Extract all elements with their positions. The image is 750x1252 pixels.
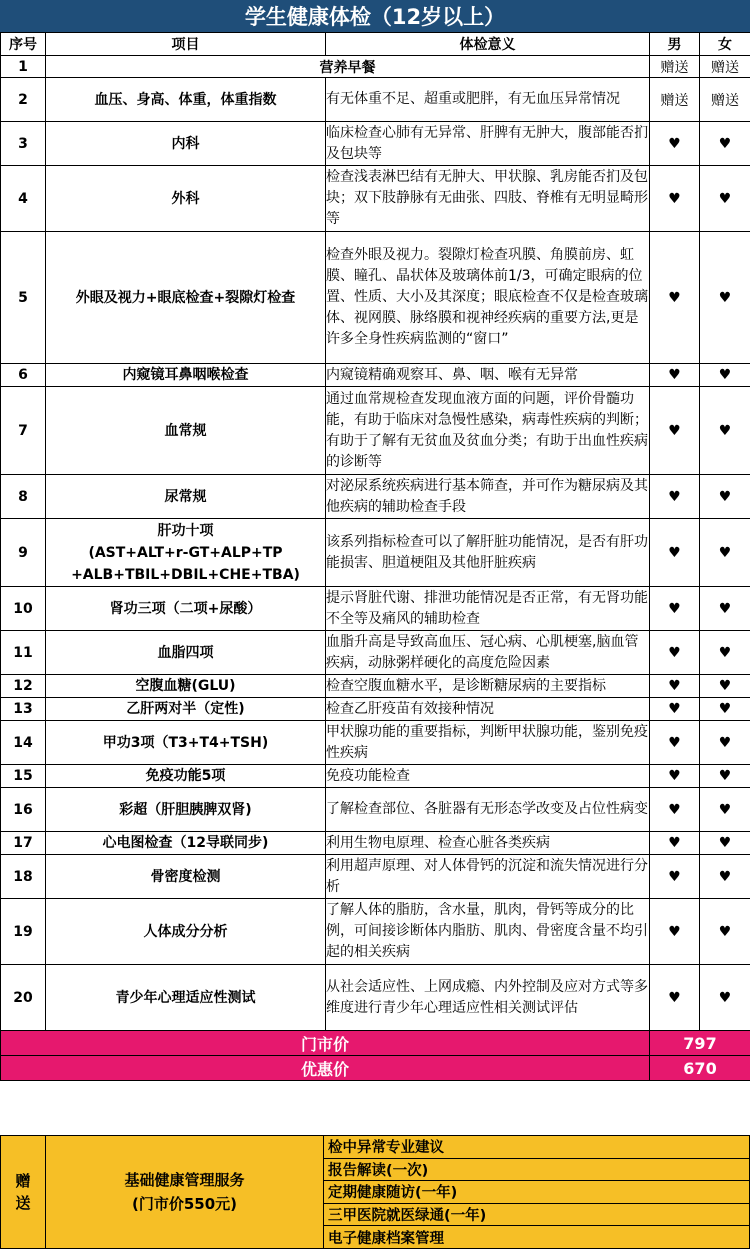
table-row: [1, 765, 750, 788]
row-num: 15: [1, 765, 46, 788]
row-num: 19: [1, 899, 46, 965]
list-item: 三甲医院就医绿通(一年): [324, 1204, 749, 1227]
list-item: 定期健康随访(一年): [324, 1181, 749, 1204]
table-row: [1, 587, 750, 631]
row-item: 血脂四项: [46, 631, 326, 675]
row-num: 7: [1, 387, 46, 475]
table-row: [1, 899, 750, 965]
table-header-row: [1, 33, 750, 56]
gift-tag-label: 赠送: [15, 1172, 31, 1212]
table-row: [1, 364, 750, 387]
row-item: 外科: [46, 166, 326, 232]
heart-icon: ♥: [650, 519, 700, 587]
table-row: [1, 122, 750, 166]
row-num: 9: [1, 519, 46, 587]
row-desc: 了解检查部位、各脏器有无形态学改变及占位性病变: [326, 788, 650, 832]
row-desc: 检查外眼及视力。裂隙灯检查巩膜、角膜前房、虹膜、瞳孔、晶状体及玻璃体前1/3，可确定眼病的位置、性质、大小及其深度；眼底检查不仅是检查玻璃体、视网膜、脉络膜和视神经疾病的重要方法,更是许多全身性疾病监测的“窗口”: [326, 232, 650, 364]
row-desc: 该系列指标检查可以了解肝脏功能情况，是否有肝功能损害、胆道梗阻及其他肝脏疾病: [326, 519, 650, 587]
header-female: 女: [700, 33, 750, 56]
discount-price-label: 优惠价: [1, 1056, 650, 1081]
row-female: 赠送: [700, 78, 750, 122]
heart-icon: ♥: [650, 122, 700, 166]
heart-icon: ♥: [650, 765, 700, 788]
row-item: 肾功三项（二项+尿酸）: [46, 587, 326, 631]
table-row: [1, 855, 750, 899]
heart-icon: ♥: [700, 675, 750, 698]
row-num: 16: [1, 788, 46, 832]
retail-price-row: [1, 1031, 750, 1056]
table-row: [1, 78, 750, 122]
row-desc: 检查乙肝疫苗有效接种情况: [326, 698, 650, 721]
heart-icon: ♥: [650, 587, 700, 631]
row-num: 10: [1, 587, 46, 631]
page-title: 学生健康体检（12岁以上）: [0, 0, 750, 32]
row-female: 赠送: [700, 56, 750, 78]
row-item: 免疫功能5项: [46, 765, 326, 788]
row-item: 内窥镜耳鼻咽喉检查: [46, 364, 326, 387]
heart-icon: ♥: [650, 788, 700, 832]
heart-icon: ♥: [650, 721, 700, 765]
table-row: [1, 387, 750, 475]
gift-service-price: (门市价550元): [131, 1195, 238, 1213]
row-item: 乙肝两对半（定性): [46, 698, 326, 721]
heart-icon: ♥: [650, 166, 700, 232]
row-num: 4: [1, 166, 46, 232]
table-row: [1, 721, 750, 765]
heart-icon: ♥: [700, 631, 750, 675]
row-item: 尿常规: [46, 475, 326, 519]
row-item-line: (AST+ALT+r-GT+ALP+TP: [88, 544, 283, 561]
heart-icon: ♥: [650, 965, 700, 1031]
row-desc: 从社会适应性、上网成瘾、内外控制及应对方式等多维度进行青少年心理适应性相关测试评估: [326, 965, 650, 1031]
heart-icon: ♥: [700, 587, 750, 631]
row-male: 赠送: [650, 78, 700, 122]
table-row: [1, 56, 750, 78]
gift-service: [46, 1136, 324, 1248]
heart-icon: ♥: [650, 387, 700, 475]
row-num: 5: [1, 232, 46, 364]
heart-icon: ♥: [650, 364, 700, 387]
heart-icon: ♥: [700, 475, 750, 519]
table-row: [1, 698, 750, 721]
gift-section: [0, 1135, 750, 1249]
table-row: [1, 788, 750, 832]
exam-table: [0, 32, 750, 1081]
gift-service-list: [324, 1136, 749, 1248]
row-num: 20: [1, 965, 46, 1031]
header-male: 男: [650, 33, 700, 56]
heart-icon: ♥: [700, 698, 750, 721]
list-item: 检中异常专业建议: [324, 1136, 749, 1159]
row-item-line: 肝功十项: [157, 522, 214, 539]
row-num: 17: [1, 832, 46, 855]
heart-icon: ♥: [700, 765, 750, 788]
row-desc: 检查浅表淋巴结有无肿大、甲状腺、乳房能否扪及包块；双下肢静脉有无曲张、四肢、脊椎有无明显畸形等: [326, 166, 650, 232]
row-item: 营养早餐: [46, 56, 650, 78]
row-desc: 对泌尿系统疾病进行基本筛查，并可作为糖尿病及其他疾病的辅助检查手段: [326, 475, 650, 519]
header-desc: 体检意义: [326, 33, 650, 56]
discount-price-value: 670: [650, 1056, 750, 1081]
gift-service-name: 基础健康管理服务: [124, 1171, 245, 1189]
row-desc: 临床检查心肺有无异常、肝脾有无肿大，腹部能否扪及包块等: [326, 122, 650, 166]
heart-icon: ♥: [700, 721, 750, 765]
row-male: 赠送: [650, 56, 700, 78]
heart-icon: ♥: [700, 832, 750, 855]
retail-price-label: 门市价: [1, 1031, 650, 1056]
row-item: 甲功3项（T3+T4+TSH): [46, 721, 326, 765]
heart-icon: ♥: [650, 855, 700, 899]
table-row: [1, 832, 750, 855]
row-num: 1: [1, 56, 46, 78]
heart-icon: ♥: [650, 899, 700, 965]
row-desc: 血脂升高是导致高血压、冠心病、心肌梗塞,脑血管疾病，动脉粥样硬化的高度危险因素: [326, 631, 650, 675]
row-item: 外眼及视力+眼底检查+裂隙灯检查: [46, 232, 326, 364]
row-desc: 提示肾脏代谢、排泄功能情况是否正常，有无肾功能不全等及痛风的辅助检查: [326, 587, 650, 631]
heart-icon: ♥: [700, 519, 750, 587]
row-desc: 检查空腹血糖水平，是诊断糖尿病的主要指标: [326, 675, 650, 698]
row-item: [46, 519, 326, 587]
row-item: 内科: [46, 122, 326, 166]
row-desc: 甲状腺功能的重要指标，判断甲状腺功能，鉴别免疫性疾病: [326, 721, 650, 765]
table-row: [1, 232, 750, 364]
list-item: 电子健康档案管理: [328, 1230, 444, 1247]
row-num: 3: [1, 122, 46, 166]
header-item: 项目: [46, 33, 326, 56]
heart-icon: ♥: [700, 788, 750, 832]
discount-price-row: [1, 1056, 750, 1081]
table-row: [1, 965, 750, 1031]
table-row: [1, 475, 750, 519]
table-row: [1, 631, 750, 675]
header-num: 序号: [1, 33, 46, 56]
heart-icon: ♥: [650, 475, 700, 519]
row-item: 空腹血糖(GLU): [46, 675, 326, 698]
row-desc: 通过血常规检查发现血液方面的问题，评价骨髓功能，有助于临床对急慢性感染，病毒性疾病的判断；有助于了解有无贫血及贫血分类；有助于出血性疾病的诊断等: [326, 387, 650, 475]
table-row: [1, 166, 750, 232]
table-row: [1, 519, 750, 587]
row-desc: 利用超声原理、对人体骨钙的沉淀和流失情况进行分析: [326, 855, 650, 899]
retail-price-value: 797: [650, 1031, 750, 1056]
gift-tag: [1, 1136, 46, 1248]
list-item: 报告解读(一次): [324, 1159, 749, 1182]
row-item: 骨密度检测: [46, 855, 326, 899]
row-item: 血常规: [46, 387, 326, 475]
heart-icon: ♥: [700, 855, 750, 899]
heart-icon: ♥: [700, 232, 750, 364]
row-num: 6: [1, 364, 46, 387]
row-desc: 免疫功能检查: [326, 765, 650, 788]
row-num: 11: [1, 631, 46, 675]
heart-icon: ♥: [650, 698, 700, 721]
table-row: [1, 675, 750, 698]
heart-icon: ♥: [700, 364, 750, 387]
row-item: 彩超（肝胆胰脾双肾): [46, 788, 326, 832]
heart-icon: ♥: [650, 232, 700, 364]
row-item-line: +ALB+TBIL+DBIL+CHE+TBA): [71, 566, 300, 583]
row-item: 青少年心理适应性测试: [46, 965, 326, 1031]
row-item: 心电图检查（12导联同步): [46, 832, 326, 855]
row-num: 13: [1, 698, 46, 721]
row-item: 血压、身高、体重，体重指数: [46, 78, 326, 122]
row-num: 2: [1, 78, 46, 122]
row-num: 8: [1, 475, 46, 519]
heart-icon: ♥: [700, 122, 750, 166]
heart-icon: ♥: [700, 166, 750, 232]
row-desc: 有无体重不足、超重或肥胖，有无血压异常情况: [326, 78, 650, 122]
row-num: 18: [1, 855, 46, 899]
heart-icon: ♥: [650, 832, 700, 855]
row-desc: 了解人体的脂肪，含水量，肌肉，骨钙等成分的比例，可间接诊断体内脂肪、肌肉、骨密度含量不均引起的相关疾病: [326, 899, 650, 965]
row-num: 14: [1, 721, 46, 765]
heart-icon: ♥: [700, 899, 750, 965]
row-desc: 利用生物电原理、检查心脏各类疾病: [326, 832, 650, 855]
row-num: 12: [1, 675, 46, 698]
row-item: 人体成分分析: [46, 899, 326, 965]
heart-icon: ♥: [700, 965, 750, 1031]
row-desc: 内窥镜精确观察耳、鼻、咽、喉有无异常: [326, 364, 650, 387]
heart-icon: ♥: [700, 387, 750, 475]
heart-icon: ♥: [650, 631, 700, 675]
heart-icon: ♥: [650, 675, 700, 698]
